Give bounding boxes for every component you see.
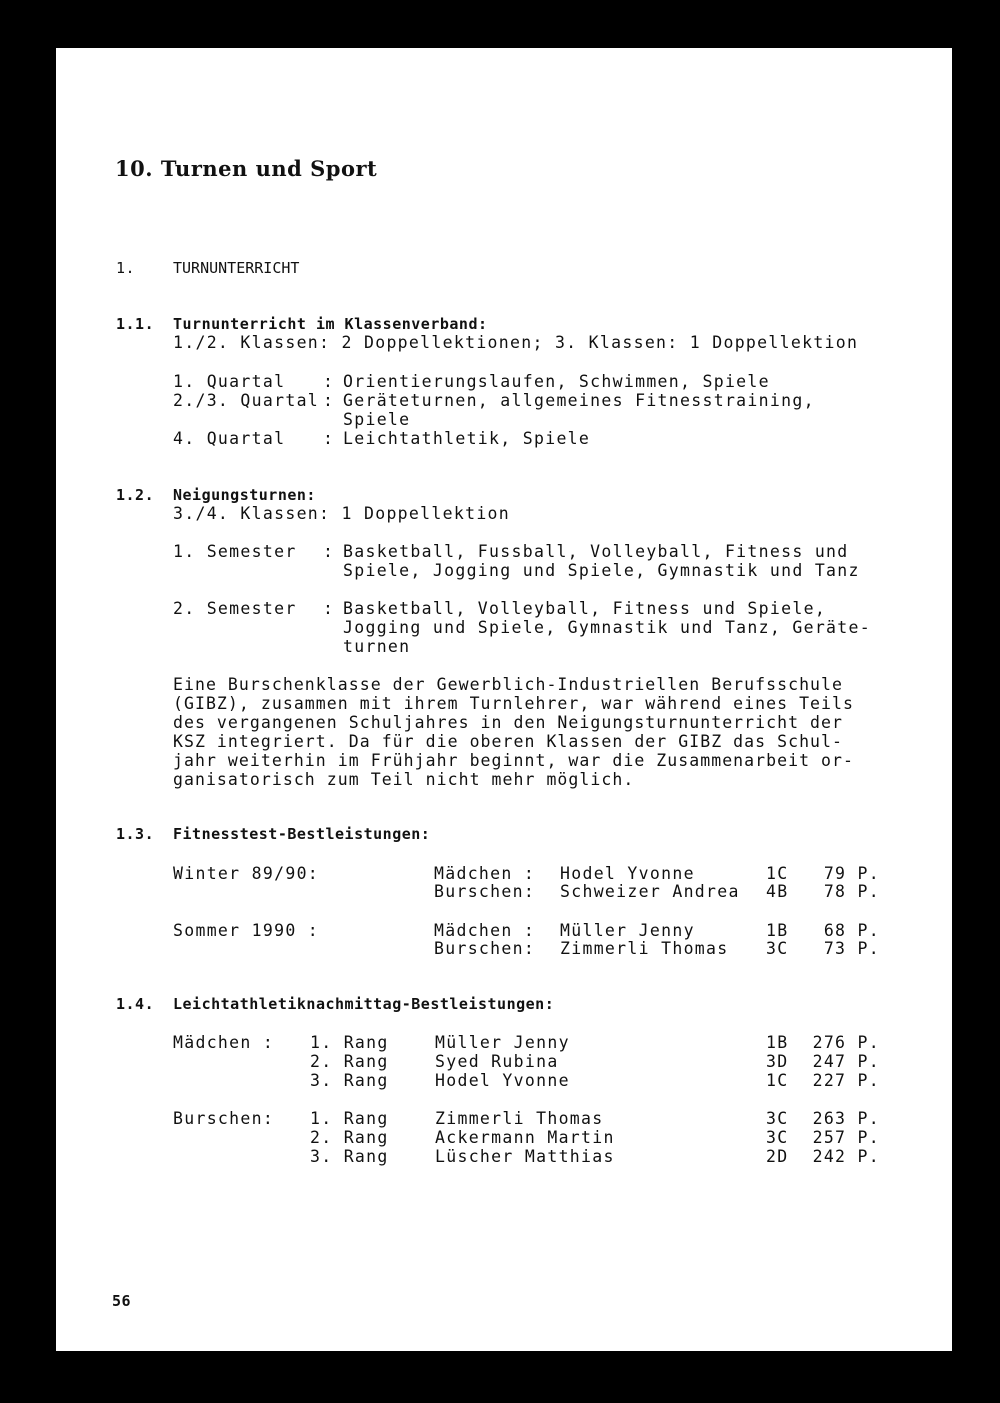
page-number: 56 [112,1292,132,1310]
gender-label: Mädchen : [434,921,536,940]
athlete-name: Syed Rubina [435,1052,559,1071]
class-code: 3D [766,1052,789,1071]
semester-text: Basketball, Volleyball, Fitness und Spiele, [343,599,827,618]
athlete-name: Hodel Yvonne [435,1071,570,1090]
paragraph-line: ganisatorisch zum Teil nicht mehr möglich. [173,770,635,789]
chapter-title: TURNUNTERRICHT [173,259,300,277]
gender-label: Burschen: [173,1109,275,1128]
quarter-text: Orientierungslaufen, Schwimmen, Spiele [343,372,770,391]
paragraph-line: des vergangenen Schuljahres in den Neigungsturnunterricht der [173,713,844,732]
colon-separator: : [323,391,335,410]
points: 242 P. [812,1147,880,1166]
rank-label: 3. Rang [310,1071,389,1090]
paragraph-line: jahr weiterhin im Frühjahr beginnt, war die Zusammenarbeit or- [173,751,854,770]
season-label: Winter 89/90: [173,864,320,883]
class-code: 3C [766,1109,789,1128]
athlete-name: Zimmerli Thomas [560,939,729,958]
section-heading: Turnunterricht im Klassenverband: [173,315,488,333]
quarter-label: 1. Quartal [173,372,286,391]
section-number: 1.2. [116,486,155,504]
paragraph-line: (GIBZ), zusammen mit ihrem Turnlehrer, war während eines Teils [173,694,854,713]
quarter-label: 4. Quartal [173,429,286,448]
colon-separator: : [323,542,335,561]
points: 68 P. [823,921,880,940]
gender-label: Mädchen : [434,864,536,883]
points: 73 P. [823,939,880,958]
section-number: 1.1. [116,315,155,333]
quarter-text-continued: Spiele [343,410,411,429]
athlete-name: Müller Jenny [435,1033,570,1052]
athlete-name: Lüscher Matthias [435,1147,615,1166]
paragraph-line: Eine Burschenklasse der Gewerblich-Industriellen Berufsschule [173,675,844,694]
rank-label: 1. Rang [310,1109,389,1128]
points: 227 P. [812,1071,880,1090]
quarter-label: 2./3. Quartal [173,391,320,410]
points: 263 P. [812,1109,880,1128]
athlete-name: Müller Jenny [560,921,695,940]
section-heading: Fitnesstest-Bestleistungen: [173,825,431,843]
quarter-text: Geräteturnen, allgemeines Fitnesstraining, [343,391,815,410]
chapter-number: 1. [116,259,136,277]
gender-label: Burschen: [434,939,536,958]
class-code: 1B [766,921,789,940]
semester-text: Jogging und Spiele, Gymnastik und Tanz, Geräte- [343,618,871,637]
paragraph-line: KSZ integriert. Da für die oberen Klassen der GIBZ das Schul- [173,732,844,751]
rank-label: 3. Rang [310,1147,389,1166]
gender-label: Mädchen : [173,1033,275,1052]
athlete-name: Schweizer Andrea [560,882,740,901]
section-intro: 3./4. Klassen: 1 Doppellektion [173,504,511,523]
rank-label: 2. Rang [310,1128,389,1147]
colon-separator: : [323,429,335,448]
semester-label: 1. Semester [173,542,297,561]
semester-text: Spiele, Jogging und Spiele, Gymnastik und Tanz [343,561,860,580]
rank-label: 1. Rang [310,1033,389,1052]
class-code: 3C [766,939,789,958]
season-label: Sommer 1990 : [173,921,320,940]
section-intro: 1./2. Klassen: 2 Doppellektionen; 3. Klassen: 1 Doppellektion [173,333,859,352]
semester-label: 2. Semester [173,599,297,618]
points: 79 P. [823,864,880,883]
class-code: 3C [766,1128,789,1147]
quarter-text: Leichtathletik, Spiele [343,429,591,448]
class-code: 1C [766,864,789,883]
section-number: 1.4. [116,995,155,1013]
class-code: 4B [766,882,789,901]
athlete-name: Hodel Yvonne [560,864,695,883]
section-heading: Neigungsturnen: [173,486,316,504]
section-number: 1.3. [116,825,155,843]
colon-separator: : [323,599,335,618]
points: 78 P. [823,882,880,901]
athlete-name: Zimmerli Thomas [435,1109,604,1128]
class-code: 1B [766,1033,789,1052]
points: 257 P. [812,1128,880,1147]
page-title: 10. Turnen und Sport [115,156,378,181]
semester-text: Basketball, Fussball, Volleyball, Fitness und [343,542,849,561]
points: 247 P. [812,1052,880,1071]
points: 276 P. [812,1033,880,1052]
class-code: 2D [766,1147,789,1166]
colon-separator: : [323,372,335,391]
athlete-name: Ackermann Martin [435,1128,615,1147]
rank-label: 2. Rang [310,1052,389,1071]
section-heading: Leichtathletiknachmittag-Bestleistungen: [173,995,555,1013]
semester-text: turnen [343,637,411,656]
gender-label: Burschen: [434,882,536,901]
class-code: 1C [766,1071,789,1090]
